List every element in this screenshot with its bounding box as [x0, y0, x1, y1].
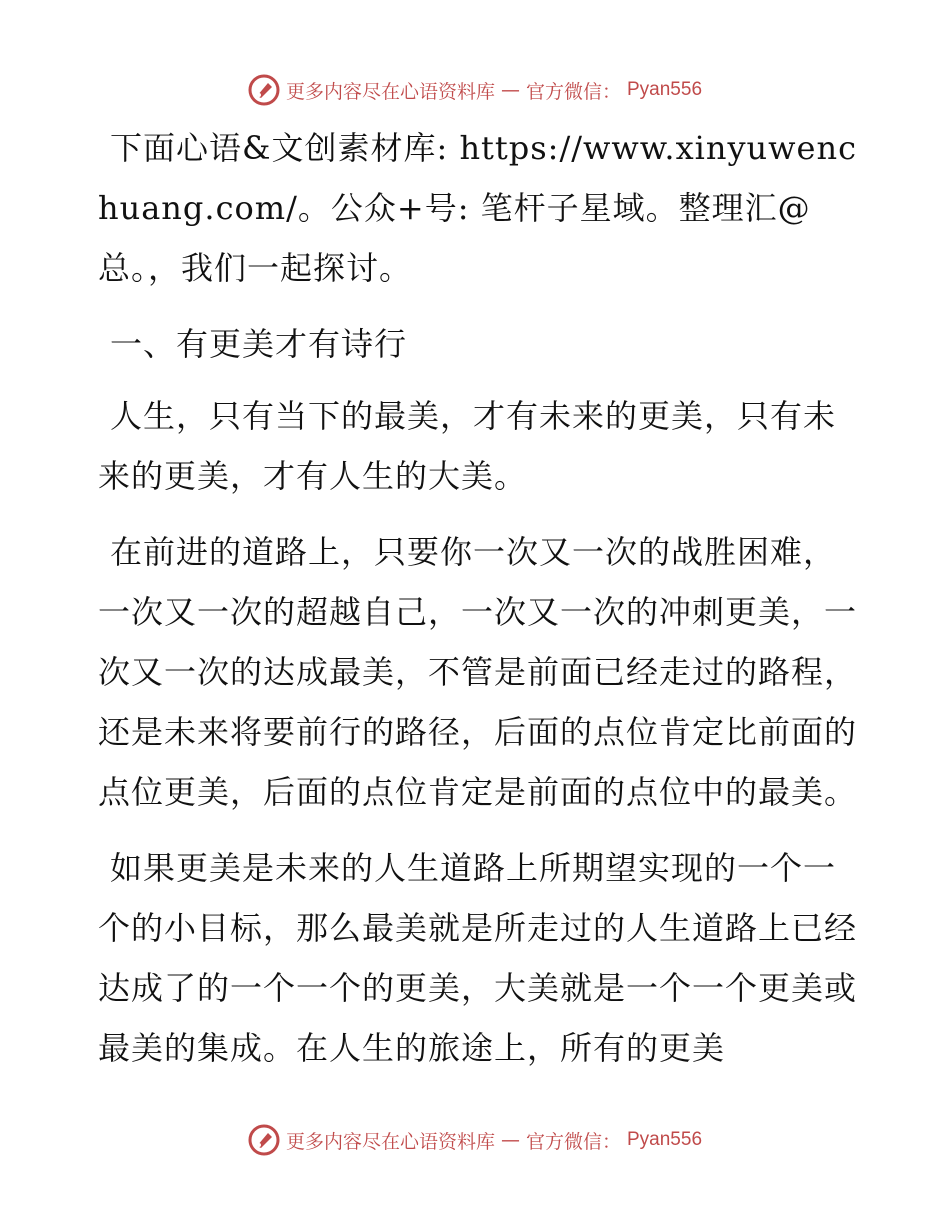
body-paragraph: 在前进的道路上，只要你一次又一次的战胜困难，一次又一次的超越自己，一次又一次的冲刺更美，一次又一次的达成最美，不管是前面已经走过的路程，还是未来将要前行的路径，后面的点位肯定比前面的点位更美，后面的点位肯定是前面的点位中的最美。: [98, 533, 858, 811]
banner-wechat-id: Pyan556: [627, 79, 703, 100]
section-heading: 一、有更美才有诗行: [110, 325, 408, 363]
intro-paragraph: 下面心语&文创素材库: https://www.xinyuwenchuang.com/。公众+号: 笔杆子星域。整理汇@总。，我们一起探讨。: [98, 129, 858, 287]
banner-separator: —: [500, 79, 520, 101]
banner-wechat-label: 官方微信：: [525, 1130, 621, 1153]
body-paragraph: 如果更美是未来的人生道路上所期望实现的一个一个的小目标，那么最美就是所走过的人生道路上已经达成了的一个一个的更美，大美就是一个一个更美或最美的集成。在人生的旅途上，所有的更美: [98, 849, 858, 1067]
header-banner: [0, 70, 950, 110]
footer-banner: [0, 1120, 950, 1160]
banner-brand: 更多内容尽在心语资料库: [285, 80, 495, 103]
banner-wechat-id: Pyan556: [627, 1129, 703, 1150]
pen-nib-logo-icon: [248, 1124, 280, 1156]
body-paragraph: 人生，只有当下的最美，才有未来的更美，只有未来的更美，才有人生的大美。: [98, 397, 837, 495]
banner-wechat-label: 官方微信：: [525, 80, 621, 103]
pen-nib-logo-icon: [248, 74, 280, 106]
document-body: [98, 118, 858, 1094]
banner-separator: —: [500, 1129, 520, 1151]
banner-brand: 更多内容尽在心语资料库: [285, 1130, 495, 1153]
